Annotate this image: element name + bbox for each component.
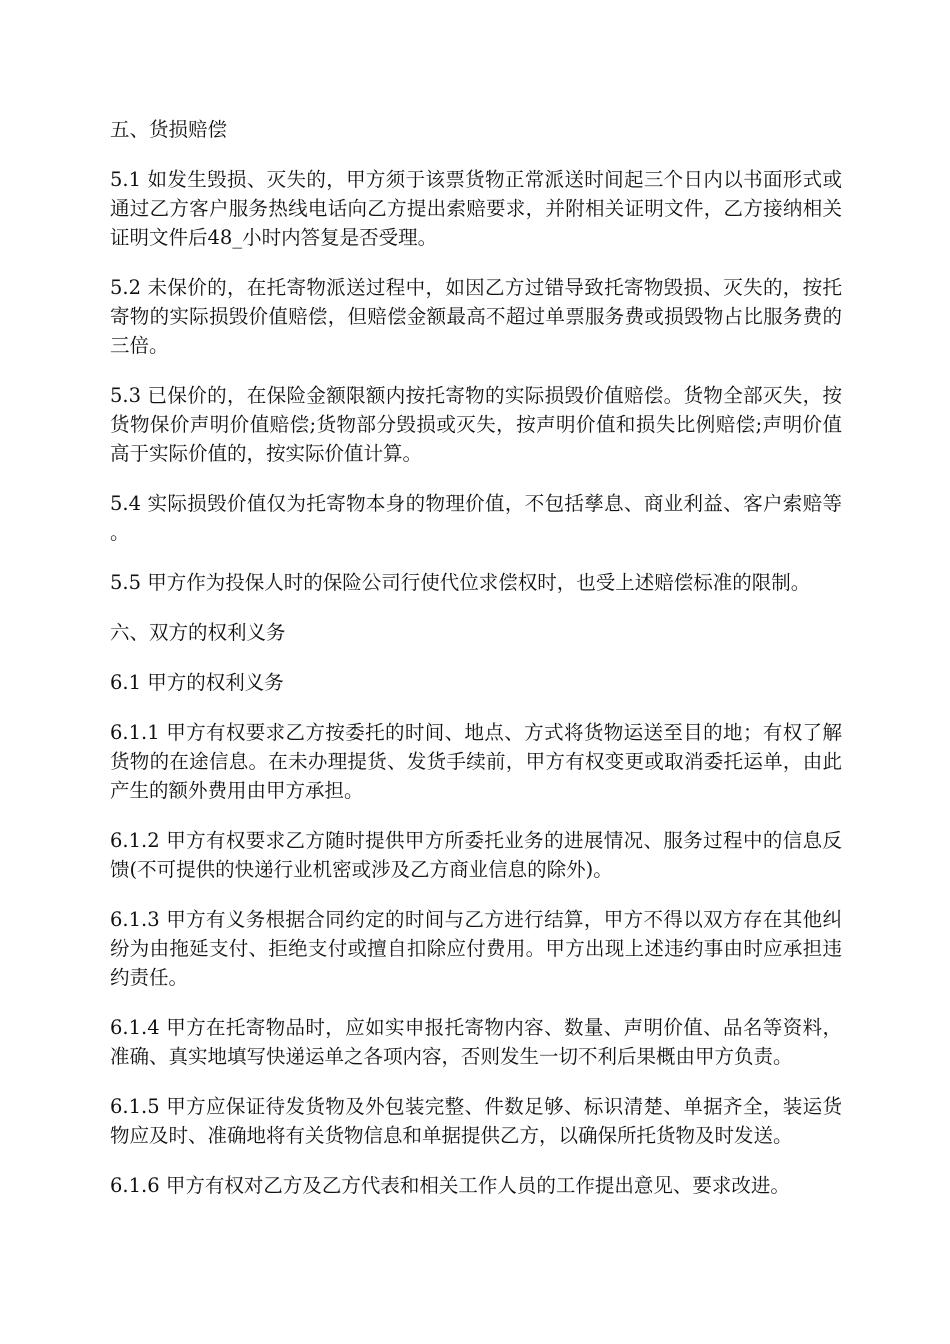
clause-5-2: 5.2 未保价的，在托寄物派送过程中，如因乙方过错导致托寄物毁损、灭失的，按托寄物的实际损毁价值赔偿，但赔偿金额最高不超过单票服务费或损毁物占比服务费的三倍。 [110, 276, 842, 357]
clause-6-1-6: 6.1.6 甲方有权对乙方及乙方代表和相关工作人员的工作提出意见、要求改进。 [110, 1174, 790, 1197]
clause-5-1: 5.1 如发生毁损、灭失的，甲方须于该票货物正常派送时间起三个日内以书面形式或通过乙方客户服务热线电话向乙方提出索赔要求，并附相关证明文件，乙方接纳相关证明文件后48_小时内答复是否受理。 [110, 168, 842, 249]
clause-6-1-2: 6.1.2 甲方有权要求乙方随时提供甲方所委托业务的进展情况、服务过程中的信息反馈(不可提供的快递行业机密或涉及乙方商业信息的除外)。 [110, 829, 842, 881]
clause-5-4: 5.4 实际损毁价值仅为托寄物本身的物理价值，不包括孳息、商业利益、客户索赔等。 [110, 492, 842, 544]
clause-5-3: 5.3 已保价的，在保险金额限额内按托寄物的实际损毁价值赔偿。货物全部灭失，按货物保价声明价值赔偿;货物部分毁损或灭失，按声明价值和损失比例赔偿;声明价值高于实际价值的，按实际价值计算。 [110, 384, 842, 465]
clause-6-1-4: 6.1.4 甲方在托寄物品时，应如实申报托寄物内容、数量、声明价值、品名等资料，准确、真实地填写快递运单之各项内容，否则发生一切不利后果概由甲方负责。 [110, 1016, 842, 1068]
document-page [110, 115, 842, 1221]
clause-5-5: 5.5 甲方作为投保人时的保险公司行使代位求偿权时，也受上述赔偿标准的限制。 [110, 571, 811, 594]
clause-6-1-1: 6.1.1 甲方有权要求乙方按委托的时间、地点、方式将货物运送至目的地；有权了解货物的在途信息。在未办理提货、发货手续前，甲方有权变更或取消委托运单，由此产生的额外费用由甲方承担。 [110, 721, 842, 802]
section-heading-cargo-damage: 五、货损赔偿 [110, 118, 228, 141]
clause-6-1-3: 6.1.3 甲方有义务根据合同约定的时间与乙方进行结算，甲方不得以双方存在其他纠纷为由拖延支付、拒绝支付或擅自扣除应付费用。甲方出现上述违约事由时应承担违约责任。 [110, 908, 842, 989]
clause-6-1-5: 6.1.5 甲方应保证待发货物及外包装完整、件数足够、标识清楚、单据齐全，装运货物应及时、准确地将有关货物信息和单据提供乙方，以确保所托货物及时发送。 [110, 1095, 842, 1147]
clause-6-1: 6.1 甲方的权利义务 [110, 671, 284, 694]
section-heading-rights-obligations: 六、双方的权利义务 [110, 621, 286, 644]
